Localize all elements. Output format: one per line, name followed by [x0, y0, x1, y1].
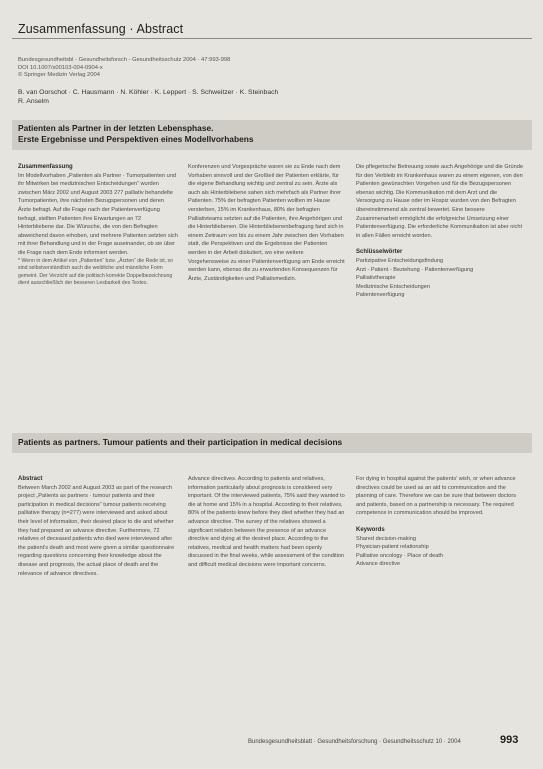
english-abstract-heading: Abstract — [18, 476, 43, 482]
german-column-2 — [188, 163, 346, 423]
german-col2-text: Konferenzen und Vorgespräche waren sie zu Ende nach dem Vorhaben sinnvoll und der Großteil der Patienten erklärte, für die eigene Behandlung wichtig und zentral zu sein. Ärzte als auch als Hinterbliebene sahen sich mehrfach als Partner ihrer Patienten. 75% der befragten Patienten wollten im Hause versterben, 15% im Krankenhaus, 80% der befragten Palliativteams setzten auf die Patienten, ihre Angehörigen und die Hinterbliebenen. Die Hinterbliebenenbefragung fand sich in einem Zeitraum von bis zu einem Jahr zwischen den Vorhaben statt, die Perspektiven und die Ergebnisse der Patienten werden in der Arbeit diskutiert, wo eine weitere Vorgehensweise zu einer Patientenverfügung am Ende erreicht werden kann, ebenso die zu erwartenden Konsequenzen für Ärzte, Zuständigkeiten und Palliativmedizin. — [188, 164, 345, 282]
english-column-3 — [356, 475, 526, 720]
title-rule — [12, 38, 532, 39]
german-col1-text: Im Modellvorhaben „Patienten als Partner · Tumorpatienten und ihr Mitwirken bei medizinischen Entscheidungen“ wurden zwischen März 2002 und August 2003 277 palliativ behandelte Tumorpatienten, ihre nächsten Bezugspersonen und deren Ärzte befragt. Auf die Frage nach der Patientenverfügung befragt, stellten Patienten ihre Erwartungen an 72 Hinterbliebene dar. Die Wünsche, die von den Befragten abweichend davon erhoben, und mehrere Patienten setzten sich mit ihrer Behandlung und in der Frage auseinander, ob sie über die Frage nach dem Ende informiert werden. — [18, 172, 178, 256]
german-abstract-heading: Zusammenfassung — [18, 164, 73, 170]
english-keyword: Physician-patient relationship — [356, 544, 429, 551]
german-keyword: Palliativtherapie — [356, 275, 396, 282]
german-title-line-2: Erste Ergebnisse und Perspektiven eines Modellvorhabens — [18, 134, 254, 144]
section-title: Zusammenfassung · Abstract — [18, 22, 184, 36]
authors-line-1: B. van Oorschot · C. Hausmann · N. Köhler · K. Leppert · S. Schweitzer · K. Steinbach — [18, 89, 279, 96]
german-keyword: Partizipative Entscheidungsfindung — [356, 257, 444, 264]
german-footnote: * Wenn in dem Artikel von „Patienten“ bzw. „Ärzten“ die Rede ist, so sind selbstverständlich auch die weibliche und männliche Form gemeint. Der Verzicht auf die politisch korrekte Doppelbezeichnung dient ausschließlich der besseren Lesbarkeit des Textes. — [18, 257, 174, 287]
author-list — [18, 88, 278, 106]
german-keyword: Arzt - Patient - Beziehung · Patientenverfügung — [356, 266, 474, 273]
journal-footer: Bundesgesundheitsblatt · Gesundheitsforschung · Gesundheitsschutz 10 · 2004 — [248, 739, 461, 745]
english-keyword: Shared decision-making — [356, 535, 417, 542]
english-keyword: Palliative oncology · Place of death — [356, 552, 444, 559]
german-keyword: Medizinische Entscheidungen — [356, 283, 431, 290]
german-col3-text: Die pflegerische Betreuung sowie auch Angehörige und die Gründe für den Verbleib im Krankenhaus waren zu einem eigenen, von den Patienten gewünschten Vorgehen und für die Bezugspersonen ebenso wichtig. Die Kommunikation mit dem Arzt und die Versorgung zu Hause oder im Hospiz wurden von den Befragten übereinstimmend als zentral bewertet. Eine bessere Zusammenarbeit ermöglicht die erfolgreiche Umsetzung einer Patientenverfügung. Die erforderliche Kommunikation ist aber nicht in allen Fällen erreicht worden. — [356, 164, 523, 239]
authors-line-2: R. Anselm — [18, 98, 49, 105]
meta-copyright: © Springer Medizin Verlag 2004 — [18, 72, 100, 79]
english-article-title: Patients as partners. Tumour patients and their participation in medical decisions — [18, 437, 343, 447]
english-keyword: Advance directive — [356, 561, 401, 568]
publication-meta — [18, 57, 230, 80]
german-keywords-heading: Schlüsselwörter — [356, 249, 403, 256]
english-col2-text: Advance directives. According to patients and relatives, information particularly about prognosis is considered very important. Of the interviewed patients, 75% said they wanted to die at home and 15% in a hospital. According to their relatives, 80% of the patients knew before they died whether they had an advance directive. The survey of the relatives showed a significant relation between the presence of an advance directive and dying at the desired place. According to the relatives, medical and health matters had been openly discussed in the final weeks, while assessment of the condition and difficult medical decisions were important concerns. — [188, 476, 345, 568]
english-col3-text: For dying in hospital against the patients' wish, or when advance directives could be used as an aid to communication and the planning of care. Therefore we can be sure that between doctors and patients, based on a partnership is necessary. The required competence in communication should be improved. — [356, 476, 517, 517]
english-column-2 — [188, 475, 346, 720]
english-column-1 — [18, 475, 178, 720]
german-column-3 — [356, 163, 526, 423]
page-number: 993 — [500, 734, 519, 746]
german-article-title — [18, 123, 254, 145]
meta-journal-line: Bundesgesundheitsbl - Gesundheitsforsch - Gesundheitsschutz 2004 · 47:993-998 — [18, 57, 231, 63]
german-keyword: Patientenverfügung — [356, 292, 405, 299]
german-column-1 — [18, 163, 178, 423]
german-title-line-1: Patienten als Partner in der letzten Lebensphase. — [18, 123, 214, 133]
meta-doi: DOI 10.1007/s00103-004-0904-x — [18, 64, 103, 71]
english-keywords-heading: Keywords — [356, 526, 385, 533]
english-col1-text: Between March 2002 and August 2003 as part of the research project „Patients as partners · tumour patients and their participation in medical decisions“ tumour patients receiving palliative therapy (n=277) were interviewed and asked about their level of information, their desired place to die and whether they had prepared an advance directive. Furthermore, 72 relatives of deceased patients who died were interviewed after the patient's death and most were given a similar questionnaire regarding questions concerning their knowledge about the disease and prognosis, the actual place of death and the relevance of advance directives. — [18, 484, 175, 577]
